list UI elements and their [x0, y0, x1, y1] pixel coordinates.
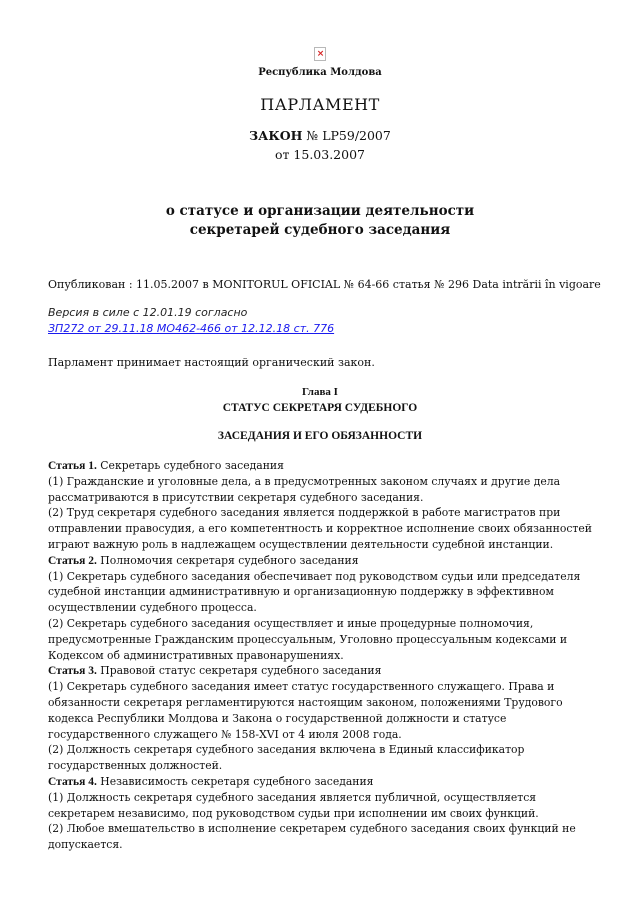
article-heading [48, 663, 596, 679]
chapter-number: Глава I [302, 386, 338, 398]
law-number-value: № LP59/2007 [302, 128, 391, 143]
law-date: от 15.03.2007 [275, 147, 365, 162]
publication-info: Опубликован : 11.05.2007 в MONITORUL OFICIAL № 64-66 статья № 296 Data intrării în vigoare [48, 278, 601, 291]
article-text-line: предусмотренные Гражданским процессуальным, Уголовно процессуальным кодексами и [48, 632, 568, 646]
article-label: Статья 1. [48, 460, 97, 472]
article-text-line: (1) Секретарь судебного заседания обеспечивает под руководством судьи или председателя [48, 569, 581, 583]
article-label: Статья 4. [48, 775, 97, 788]
article-text-line: (1) Гражданские и уголовные дела, а в предусмотренных законом случаях и другие дела [48, 474, 561, 488]
institution-name: ПАРЛАМЕНТ [260, 95, 380, 114]
article-text-line: (2) Должность секретаря судебного заседания включена в Единый классификатор [48, 743, 525, 757]
article-text-line: (2) Труд секретаря судебного заседания является поддержкой в работе магистратов при [48, 506, 561, 520]
logo-container [0, 46, 640, 65]
version-info: Версия в силе с 12.01.19 согласно [48, 306, 248, 319]
article-heading [48, 458, 596, 474]
article-text-line: обязанности секретаря регламентируются настоящим законом, положениями Трудового [48, 695, 563, 709]
article-text-line: (1) Должность секретаря судебного заседания является публичной, осуществляется [48, 790, 537, 804]
law-number [0, 128, 640, 143]
article-title: Правовой статус секретаря судебного заседания [96, 664, 382, 678]
articles-body [48, 458, 596, 853]
article-text-line: судебной инстанции административную и организационную поддержку в эффективном [48, 585, 554, 599]
article-heading [48, 774, 596, 790]
article-text-line: играют важную роль в надлежащем осуществлении деятельности судебной инстанции. [48, 537, 554, 551]
chapter-title-line1: СТАТУС СЕКРЕТАРЯ СУДЕБНОГО [222, 402, 418, 414]
article-2 [48, 553, 596, 664]
article-text-line: отправлении правосудия, а его компетентность и корректное исполнение своих обязанностей [48, 522, 592, 536]
article-1 [48, 458, 596, 553]
preamble: Парламент принимает настоящий органический закон. [48, 356, 375, 369]
article-title: Полномочия секретаря судебного заседания [96, 553, 359, 567]
article-title: Секретарь судебного заседания [96, 459, 284, 472]
law-title-line2: секретарей судебного заседания [189, 222, 451, 238]
article-text-line: Кодексом об административных правонарушениях. [48, 648, 344, 662]
article-title: Независимость секретаря судебного заседания [96, 774, 374, 788]
article-text-line: (2) Секретарь судебного заседания осуществляет и иные процедурные полномочия, [48, 616, 534, 630]
article-4 [48, 774, 596, 853]
broken-image-icon: × [314, 47, 326, 61]
article-text-line: (1) Секретарь судебного заседания имеет статус государственного служащего. Права и [48, 680, 555, 694]
republic-name: Республика Молдова [258, 67, 382, 78]
article-label: Статья 2. [48, 554, 97, 567]
law-label: ЗАКОН [249, 128, 303, 143]
article-text-line: государственных должностей. [48, 759, 223, 773]
article-text-line: государственного служащего № 158-XVI от 4 июля 2008 года. [48, 727, 402, 741]
article-label: Статья 3. [48, 665, 97, 678]
article-heading [48, 553, 596, 569]
article-text-line: рассматриваются в присутствии секретаря судебного заседания. [48, 490, 424, 504]
article-text-line: допускается. [48, 838, 123, 852]
amendment-link[interactable]: ЗП272 от 29.11.18 МО462-466 от 12.12.18 ст. 776 [48, 322, 335, 335]
article-3 [48, 663, 596, 774]
chapter-title-line2: ЗАСЕДАНИЯ И ЕГО ОБЯЗАННОСТИ [217, 430, 423, 442]
article-text-line: осуществлении судебного процесса. [48, 601, 257, 615]
article-text-line: секретарем независимо, под руководством судьи при исполнении им своих функций. [48, 806, 539, 820]
article-text-line: кодекса Республики Молдова и Закона о государственной должности и статусе [48, 711, 507, 725]
article-text-line: (2) Любое вмешательство в исполнение секретарем судебного заседания своих функций не [48, 822, 576, 836]
law-title-line1: о статусе и организации деятельности [165, 203, 475, 219]
